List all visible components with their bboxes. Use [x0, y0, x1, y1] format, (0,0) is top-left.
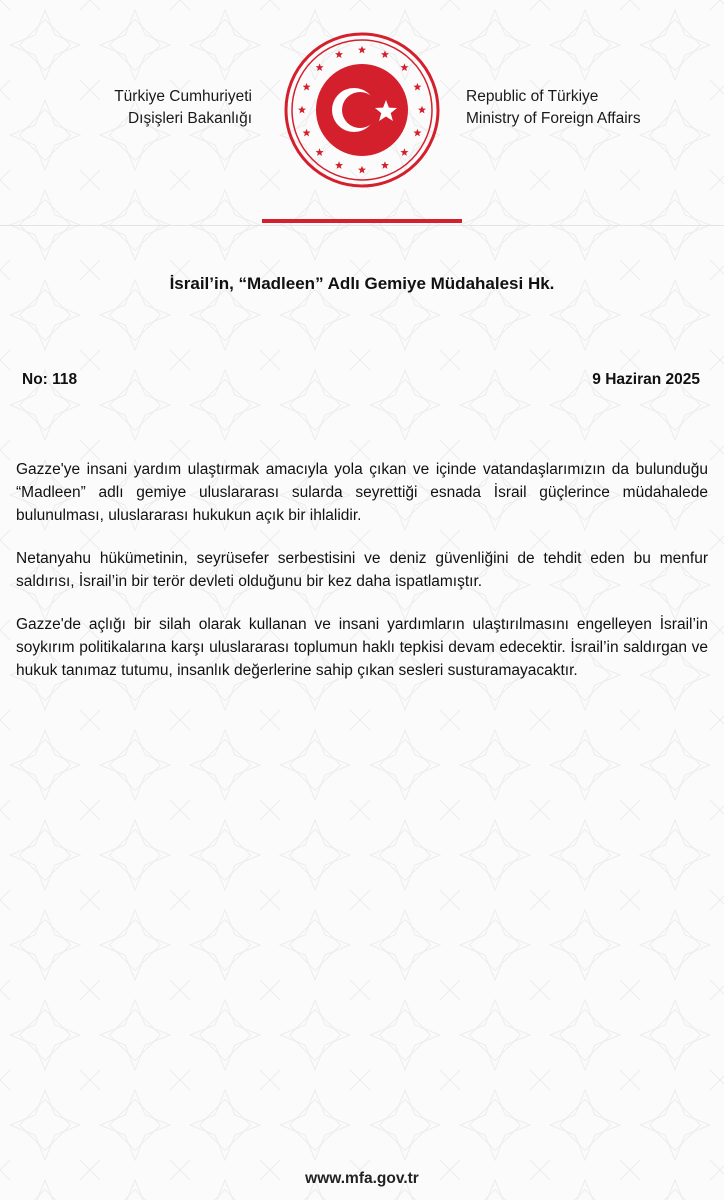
seal-star-icon [335, 161, 343, 169]
seal-star-icon [358, 46, 366, 54]
seal-star-icon [413, 83, 421, 91]
release-date: 9 Haziran 2025 [592, 371, 700, 388]
seal-star-icon [381, 50, 389, 58]
ministry-name-line1: Türkiye Cumhuriyeti [114, 88, 252, 105]
release-number: No: 118 [22, 371, 78, 388]
letterhead [0, 0, 724, 230]
paragraph: Gazze'ye insani yardım ulaştırmak amacıyla yola çıkan ve içinde vatandaşlarımızın da bulunduğu “Madleen” adlı gemiye uluslararası sularda seyrettiği esnada İsrail güçlerince müdahalede bulunulması, uluslararası hukukun açık bir ihlalidir. [16, 461, 708, 524]
ministry-name-en-line2: Ministry of Foreign Affairs [466, 110, 641, 127]
seal-star-icon [418, 106, 426, 114]
ministry-name-line2: Dışişleri Bakanlığı [127, 110, 252, 127]
seal-star-icon [400, 63, 408, 71]
seal-star-icon [316, 63, 324, 71]
seal-star-icon [335, 50, 343, 58]
header-red-rule [262, 219, 462, 223]
seal-star-icon [413, 129, 421, 137]
paragraph: Netanyahu hükümetinin, seyrüsefer serbestisini ve deniz güvenliğini de tehdit eden bu menfur saldırısı, İsrail’in bir terör devleti olduğunu bir kez daha ispatlamıştır. [16, 550, 708, 590]
press-release-title: İsrail’in, “Madleen” Adlı Gemiye Müdahalesi Hk. [169, 274, 555, 293]
seal-star-icon [316, 148, 324, 156]
header-gray-rule [0, 225, 724, 226]
press-release-body [16, 458, 708, 702]
seal-star-icon [358, 166, 366, 174]
seal-star-icon [303, 129, 311, 137]
ministry-name-en-line1: Republic of Türkiye [466, 88, 599, 105]
ministry-name-turkish [114, 86, 252, 130]
website-footer: www.mfa.gov.tr [305, 1170, 419, 1187]
seal-star-icon [303, 83, 311, 91]
crescent-star-seal-icon [282, 30, 442, 190]
seal-star-icon [400, 148, 408, 156]
ministry-name-english [466, 86, 641, 130]
seal-star-icon [298, 106, 306, 114]
seal-star-icon [381, 161, 389, 169]
paragraph: Gazze'de açlığı bir silah olarak kullanan ve insani yardımların ulaştırılmasını engelleyen İsrail’in soykırım politikalarına karşı uluslararası toplumun haklı tepkisi devam edecektir. İsrail’in saldırgan ve hukuk tanımaz tutumu, insanlık değerlerine sahip çıkan sesleri susturamayacaktır. [16, 616, 708, 679]
